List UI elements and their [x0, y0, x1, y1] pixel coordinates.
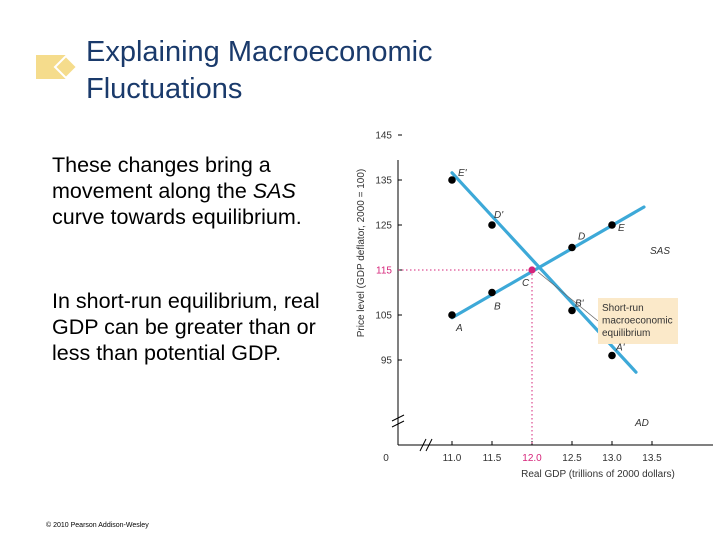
point-e	[608, 221, 616, 229]
x-tick-label: 11.5	[482, 453, 502, 464]
y-tick-label: 135	[375, 175, 392, 187]
y-tick-label: 95	[380, 355, 392, 367]
x-tick-label: 13.0	[602, 453, 622, 464]
callout-leader-line	[538, 272, 598, 321]
point-d	[568, 244, 576, 252]
y-tick-label: 145	[375, 130, 392, 142]
title-diamond-decoration	[36, 54, 84, 80]
origin-label: 0	[383, 453, 389, 464]
x-tick-label: 13.5	[642, 453, 662, 464]
point-c	[528, 266, 535, 273]
slide-title	[86, 34, 686, 108]
x-tick-label: 12.0	[522, 453, 542, 464]
x-axis-title: Real GDP (trillions of 2000 dollars)	[521, 469, 675, 480]
point-label-d: D	[578, 231, 586, 243]
callout-text: Short-run	[602, 303, 644, 314]
callout-text: equilibrium	[602, 328, 651, 339]
as-ad-chart	[348, 130, 718, 490]
paragraph1-text-a: These changes bring a movement along the	[52, 153, 271, 203]
paragraph1-text-b: curve towards equilibrium.	[52, 205, 302, 229]
point-a-prime	[608, 352, 616, 360]
copyright-notice: © 2010 Pearson Addison-Wesley	[46, 522, 149, 529]
paragraph-movement-along-sas	[52, 152, 332, 230]
point-label-b-prime: B'	[575, 298, 584, 310]
point-a	[448, 311, 456, 319]
paragraph1-sas-italic: SAS	[252, 179, 296, 203]
slide-title-line2: Fluctuations	[86, 73, 243, 105]
y-axis-title: Price level (GDP deflator, 2000 = 100)	[356, 168, 367, 338]
point-label-a: A	[456, 323, 463, 334]
callout-text: macroeconomic	[602, 315, 673, 327]
curve-label-ad: AD	[635, 418, 649, 429]
y-tick-label: 125	[375, 220, 392, 232]
point-label-e: E	[618, 223, 625, 234]
curve-label-sas: SAS	[650, 246, 671, 257]
point-label-b: B	[494, 301, 501, 313]
slide-title-line1: Explaining Macroeconomic	[86, 36, 433, 68]
point-label-e-prime: E'	[458, 168, 467, 179]
x-tick-label: 11.0	[442, 453, 462, 464]
y-tick-label: 105	[375, 310, 392, 322]
y-tick-label: 115	[376, 265, 392, 277]
paragraph-short-run-equilibrium: In short-run equilibrium, real GDP can be greater than or less than potential GDP.	[52, 289, 320, 365]
x-tick-label: 12.5	[562, 453, 582, 464]
point-d-prime	[488, 221, 496, 229]
point-e-prime	[448, 176, 456, 184]
point-label-d-prime: D'	[494, 210, 504, 221]
point-label-a-prime: A'	[616, 342, 625, 354]
point-label-c: C	[522, 278, 530, 289]
point-b	[488, 289, 496, 297]
